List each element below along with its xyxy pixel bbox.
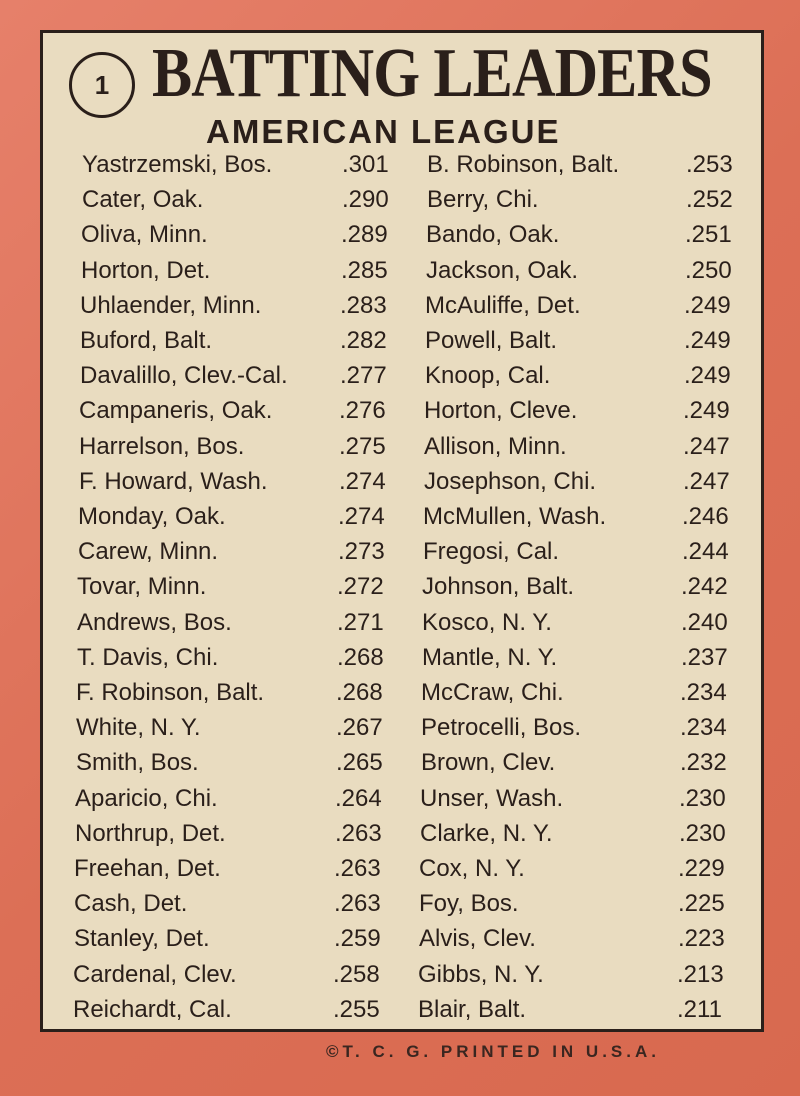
batting-average: .283 <box>340 291 387 319</box>
player-name: Foy, Bos. <box>419 890 519 918</box>
player-name: Oliva, Minn. <box>81 221 208 249</box>
leader-row <box>427 150 756 180</box>
batting-average: .249 <box>684 327 731 354</box>
leader-row <box>422 608 751 638</box>
player-name: Kosco, N. Y. <box>422 608 552 636</box>
batting-average: .250 <box>685 256 732 284</box>
batting-average: .282 <box>340 327 387 354</box>
leader-row <box>79 467 409 497</box>
player-name: T. Davis, Chi. <box>77 643 219 671</box>
player-name: Knoop, Cal. <box>425 362 551 390</box>
player-name: Freehan, Det. <box>74 855 221 882</box>
player-name: Bando, Oak. <box>426 221 560 249</box>
leader-row <box>421 713 750 743</box>
player-name: Andrews, Bos. <box>77 608 232 636</box>
leader-row <box>424 396 753 426</box>
batting-average: .230 <box>679 784 726 812</box>
player-name: Cash, Det. <box>74 890 188 918</box>
batting-average: .252 <box>686 186 733 214</box>
player-name: Cardenal, Clev. <box>73 960 237 988</box>
player-name: Cox, N. Y. <box>419 855 525 882</box>
batting-average: .213 <box>677 960 724 988</box>
leader-row <box>79 432 409 462</box>
leader-row <box>424 432 753 462</box>
batting-average: .301 <box>342 151 389 178</box>
batting-average: .276 <box>339 397 386 425</box>
batting-average: .246 <box>682 503 729 530</box>
leader-row <box>80 291 410 321</box>
batting-average: .271 <box>337 608 384 636</box>
player-name: Powell, Balt. <box>425 327 558 354</box>
leader-row <box>75 819 405 849</box>
card-number-badge <box>69 52 135 118</box>
player-name: Clarke, N. Y. <box>420 819 553 847</box>
batting-average: .267 <box>336 714 383 742</box>
player-name: F. Robinson, Balt. <box>76 679 265 706</box>
batting-average: .249 <box>684 291 731 319</box>
leader-row <box>426 220 755 250</box>
batting-average: .268 <box>336 679 383 706</box>
player-name: Allison, Minn. <box>424 432 567 460</box>
player-name: F. Howard, Wash. <box>79 467 268 495</box>
leader-row <box>418 960 747 990</box>
batting-average: .244 <box>682 538 729 566</box>
leader-row <box>76 748 406 778</box>
player-name: Brown, Clev. <box>421 749 556 777</box>
leader-row <box>425 361 754 391</box>
leader-row <box>419 854 748 884</box>
batting-average: .249 <box>684 362 731 390</box>
leader-row <box>76 713 406 743</box>
leader-row <box>420 784 749 814</box>
player-name: Campaneris, Oak. <box>79 397 273 425</box>
player-name: Petrocelli, Bos. <box>421 714 582 742</box>
leader-row <box>421 678 750 708</box>
leader-row <box>423 537 752 567</box>
batting-average: .237 <box>681 643 728 671</box>
player-name: Horton, Det. <box>81 256 211 284</box>
card-title: BATTING LEADERS <box>152 35 712 112</box>
player-name: Davalillo, Clev.-Cal. <box>80 362 288 390</box>
player-name: McCraw, Chi. <box>421 679 564 706</box>
leader-row <box>73 995 403 1025</box>
batting-average: .247 <box>683 432 730 460</box>
batting-average: .285 <box>341 256 388 284</box>
leader-row <box>74 889 404 919</box>
player-name: Yastrzemski, Bos. <box>82 151 273 178</box>
batting-average: .253 <box>686 151 733 178</box>
batting-average: .273 <box>338 538 385 566</box>
batting-average: .234 <box>680 679 727 706</box>
leader-row <box>77 572 407 602</box>
batting-average: .230 <box>679 819 726 847</box>
player-name: Uhlaender, Minn. <box>80 291 262 319</box>
player-name: Aparicio, Chi. <box>75 784 218 812</box>
player-name: Tovar, Minn. <box>77 573 207 601</box>
player-name: Mantle, N. Y. <box>422 643 558 671</box>
player-name: B. Robinson, Balt. <box>427 151 620 178</box>
batting-average: .232 <box>680 749 727 777</box>
leader-row <box>82 185 412 215</box>
player-name: Gibbs, N. Y. <box>418 960 544 988</box>
player-name: Johnson, Balt. <box>422 573 575 601</box>
leader-row <box>75 784 405 814</box>
leader-row <box>74 924 404 954</box>
player-name: Alvis, Clev. <box>419 925 536 953</box>
leader-row <box>424 467 753 497</box>
leader-row <box>73 960 403 990</box>
batting-average: .274 <box>338 503 385 530</box>
leader-row <box>77 608 407 638</box>
leader-row <box>422 643 751 673</box>
leader-row <box>78 537 408 567</box>
player-name: Josephson, Chi. <box>424 467 597 495</box>
leader-row <box>80 361 410 391</box>
player-name: Carew, Minn. <box>78 538 219 566</box>
batting-average: .223 <box>678 925 725 953</box>
player-name: White, N. Y. <box>76 714 201 742</box>
batting-average: .272 <box>337 573 384 601</box>
batting-average: .263 <box>335 819 382 847</box>
leader-row <box>422 572 751 602</box>
batting-average: .225 <box>678 890 725 918</box>
leader-row <box>76 678 406 708</box>
leader-row <box>79 396 409 426</box>
leader-row <box>82 150 412 180</box>
batting-average: .258 <box>333 960 380 988</box>
batting-average: .264 <box>335 784 382 812</box>
leader-row <box>426 256 755 286</box>
player-name: Horton, Cleve. <box>424 397 578 425</box>
player-name: McMullen, Wash. <box>423 503 607 530</box>
leader-row <box>419 924 748 954</box>
card-number: 1 <box>94 69 110 100</box>
player-name: Stanley, Det. <box>74 925 210 953</box>
player-name: McAuliffe, Det. <box>425 291 581 319</box>
batting-average: .263 <box>334 855 381 882</box>
batting-average: .265 <box>336 749 383 777</box>
player-name: Monday, Oak. <box>78 503 226 530</box>
leader-row <box>80 326 410 356</box>
batting-average: .211 <box>677 995 722 1023</box>
leader-row <box>78 502 408 532</box>
batting-average: .290 <box>342 186 389 214</box>
leader-row <box>81 256 411 286</box>
batting-average: .251 <box>685 221 732 249</box>
leader-row <box>421 748 750 778</box>
player-name: Fregosi, Cal. <box>423 538 560 566</box>
batting-average: .277 <box>340 362 387 390</box>
batting-average: .255 <box>333 995 380 1023</box>
player-name: Cater, Oak. <box>82 186 204 214</box>
leader-row <box>418 995 747 1025</box>
leader-row <box>74 854 404 884</box>
player-name: Unser, Wash. <box>420 784 564 812</box>
player-name: Reichardt, Cal. <box>73 995 232 1023</box>
batting-average: .274 <box>339 467 386 495</box>
batting-average: .289 <box>341 221 388 249</box>
leader-row <box>420 819 749 849</box>
batting-average: .240 <box>681 608 728 636</box>
batting-average: .249 <box>683 397 730 425</box>
batting-average: .242 <box>681 573 728 601</box>
player-name: Berry, Chi. <box>427 186 539 214</box>
leader-row <box>427 185 756 215</box>
player-name: Buford, Balt. <box>80 327 213 354</box>
player-name: Blair, Balt. <box>418 995 527 1023</box>
batting-average: .234 <box>680 714 727 742</box>
batting-average: .247 <box>683 467 730 495</box>
leader-row <box>77 643 407 673</box>
batting-average: .263 <box>334 890 381 918</box>
batting-average: .268 <box>337 643 384 671</box>
player-name: Harrelson, Bos. <box>79 432 245 460</box>
leader-row <box>425 326 754 356</box>
batting-average: .229 <box>678 855 725 882</box>
leader-row <box>423 502 752 532</box>
batting-average: .259 <box>334 925 381 953</box>
batting-average: .275 <box>339 432 386 460</box>
player-name: Smith, Bos. <box>76 749 199 777</box>
leader-row <box>81 220 411 250</box>
leader-row <box>419 889 748 919</box>
leader-row <box>425 291 754 321</box>
player-name: Northrup, Det. <box>75 819 226 847</box>
copyright-footer: ©T. C. G. PRINTED IN U.S.A. <box>326 1042 660 1061</box>
player-name: Jackson, Oak. <box>426 256 579 284</box>
league-subtitle: AMERICAN LEAGUE <box>206 113 561 150</box>
